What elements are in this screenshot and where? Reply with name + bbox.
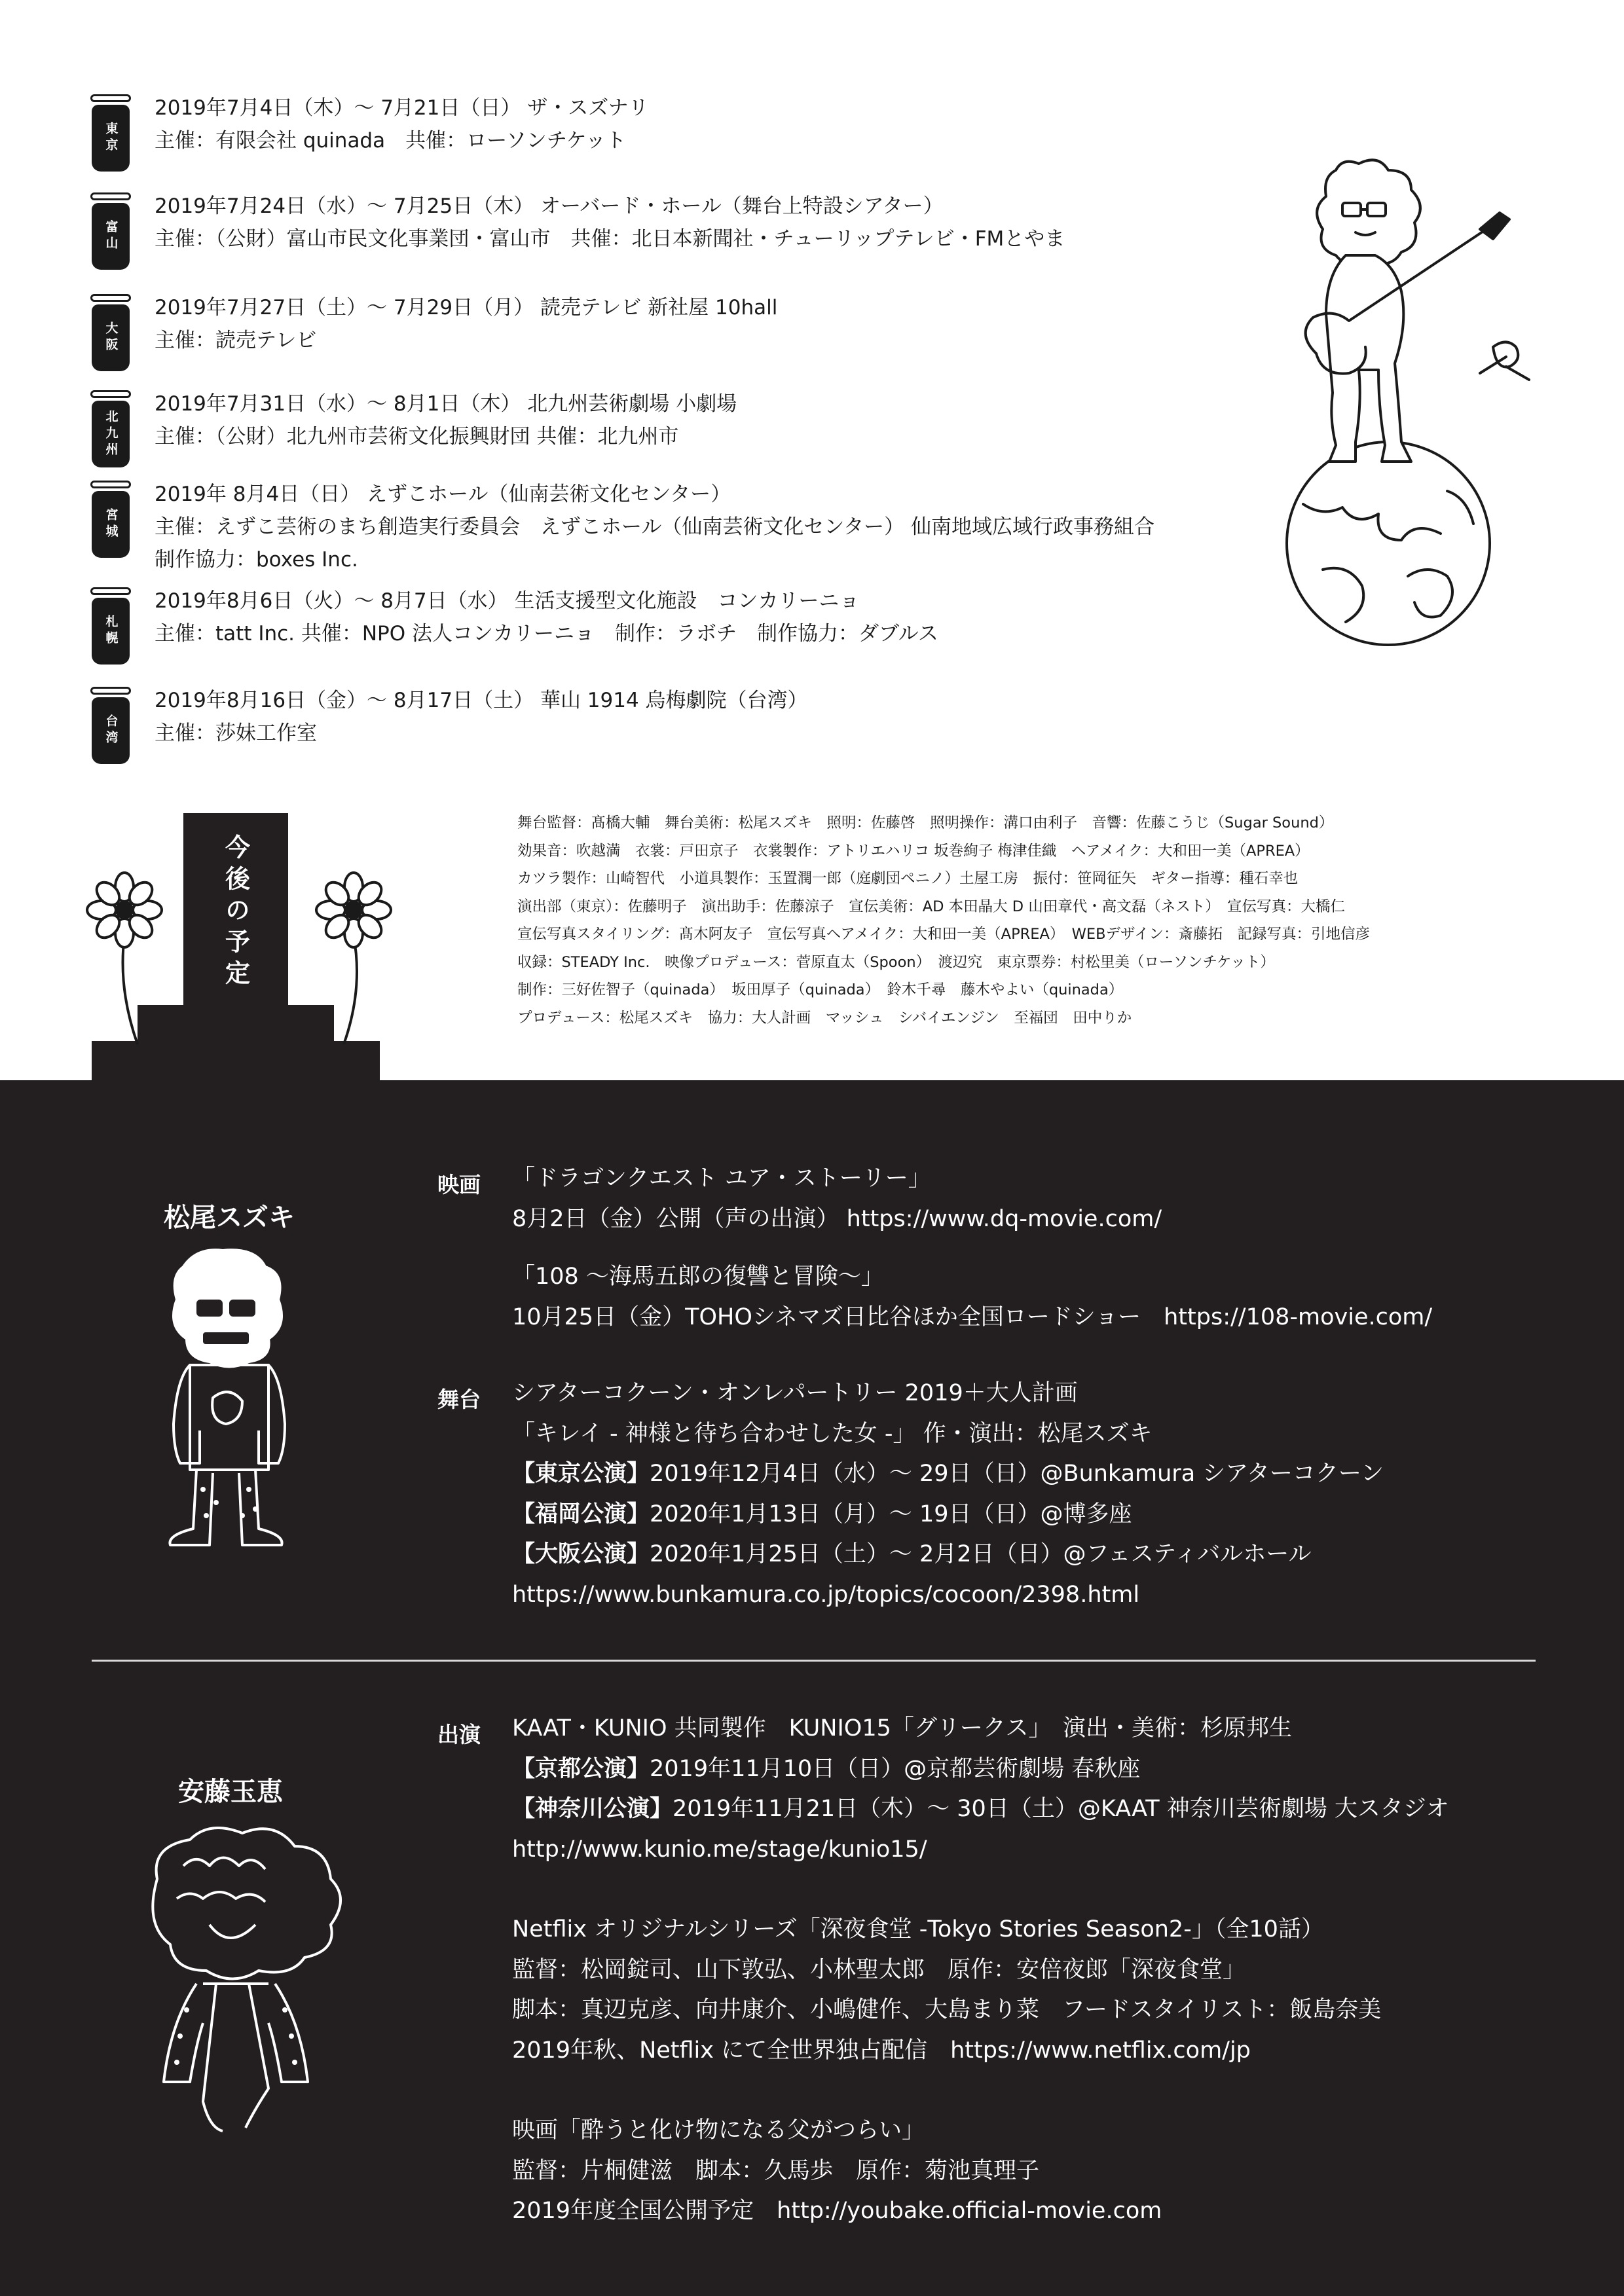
venue-line: 制作協力：boxes Inc. bbox=[155, 548, 358, 572]
venue-city-tag: 富山 bbox=[103, 220, 119, 253]
venue-line: 主催：有限会社 quinada 共催：ローソンチケット bbox=[155, 129, 627, 153]
credit-line: 効果音：吹越満 衣裳：戸田京子 衣裳製作：アトリエハリコ 坂巻絢子 梅津佳織 ヘアメイク：大和田一美（APREA） bbox=[517, 842, 1310, 860]
activity-line: http://www.kunio.me/stage/kunio15/ bbox=[512, 1836, 927, 1863]
flower-left-icon bbox=[79, 871, 170, 1048]
credit-line: 演出部（東京）：佐藤明子 演出助手：佐藤涼子 宣伝美術：AD 本田晶大 D 山田章代・高文磊（ネスト） 宣伝写真：大橋仁 bbox=[517, 898, 1346, 915]
activity-line: 8月2日（金）公開（声の出演） https://www.dq-movie.com/ bbox=[512, 1205, 1162, 1232]
performance-date: 2020年1月13日（月）～ 19日（日）@博多座 bbox=[650, 1501, 1132, 1527]
performance-date: 2020年1月25日（土）～ 2月2日（日）@フェスティバルホール bbox=[650, 1541, 1312, 1567]
activity-line: 監督：松岡錠司、山下敦弘、小林聖太郎 原作：安倍夜郎「深夜食堂」 bbox=[512, 1956, 1246, 1983]
person-name-ando: 安藤玉恵 bbox=[178, 1777, 283, 1807]
guitarist-on-globe-illustration bbox=[1277, 151, 1552, 648]
venue-line: 2019年7月24日（水）～ 7月25日（木） オーバード・ホール（舞台上特設シアター） bbox=[155, 194, 944, 218]
performance-region-label: 【福岡公演】 bbox=[512, 1501, 650, 1527]
venue-line: 2019年8月16日（金）～ 8月17日（土） 華山 1914 烏梅劇院（台湾） bbox=[155, 689, 808, 712]
matsuo-illustration bbox=[157, 1247, 321, 1555]
venue-line: 主催：えずこ芸術のまち創造実行委員会 えずこホール（仙南芸術文化センター） 仙南地域広域行政事務組合 bbox=[155, 515, 1154, 539]
activity-line: 2019年度全国公開予定 http://youbake.official-movie.com bbox=[512, 2198, 1162, 2224]
jar-label-icon bbox=[92, 390, 130, 467]
venue-city-tag: 東京 bbox=[103, 122, 119, 155]
venue-city-tag: 札幌 bbox=[103, 615, 119, 647]
tombstone bbox=[183, 813, 288, 1075]
venue-line: 主催：（公財）富山市民文化事業団・富山市 共催：北日本新聞社・チューリップテレビ・FMとやま bbox=[155, 227, 1065, 251]
activity-lines bbox=[512, 1159, 1432, 1338]
activity-category: 舞台 bbox=[437, 1387, 481, 1412]
activity-line: KAAT・KUNIO 共同製作 KUNIO15「グリークス」 演出・美術：杉原邦生 bbox=[512, 1715, 1293, 1741]
credit-line: プロデュース：松尾スズキ 協力：大人計画 マッシュ シバイエンジン 至福団 田中りか bbox=[517, 1009, 1132, 1027]
activity-line: シアターコクーン・オンレパートリー 2019＋大人計画 bbox=[512, 1380, 1078, 1406]
tombstone-text: 今後の予定 bbox=[221, 834, 250, 991]
performance-date: 2019年11月10日（日）@京都芸術劇場 春秋座 bbox=[650, 1755, 1141, 1782]
venue-city-tag: 宮城 bbox=[103, 508, 119, 541]
flower-right-icon bbox=[308, 871, 399, 1048]
activity-line bbox=[512, 1535, 1384, 1575]
section-divider bbox=[92, 1660, 1536, 1662]
jar-label-icon bbox=[92, 587, 130, 665]
activity-line bbox=[512, 1454, 1384, 1495]
performance-region-label: 【神奈川公演】 bbox=[512, 1796, 673, 1822]
activity-line: https://www.bunkamura.co.jp/topics/cocoon/2398.html bbox=[512, 1581, 1140, 1608]
activity-line: 10月25日（金）TOHOシネマズ日比谷ほか全国ロードショー https://108-movie.com/ bbox=[512, 1303, 1433, 1330]
venue-line: 主催：莎妹工作室 bbox=[155, 721, 317, 745]
activity-line: 2019年秋、Netflix にて全世界独占配信 https://www.netflix.com/jp bbox=[512, 2037, 1251, 2064]
staff-credits bbox=[517, 809, 1370, 1032]
credit-line: 収録：STEADY Inc. 映像プロデュース：菅原直太（Spoon） 渡辺究 東京票券：村松里美（ローソンチケット） bbox=[517, 953, 1275, 971]
performance-date: 2019年12月4日（水）～ 29日（日）@Bunkamura シアターコクーン bbox=[650, 1461, 1384, 1487]
credit-line: 宣伝写真スタイリング：髙木阿友子 宣伝写真ヘアメイク：大和田一美（APREA） WEBデザイン：斎藤拓 記録写真：引地信彦 bbox=[517, 926, 1370, 943]
activity-lines bbox=[512, 1374, 1384, 1615]
top-section bbox=[0, 0, 1624, 1080]
activity-category: 映画 bbox=[437, 1172, 481, 1197]
activity-lines bbox=[512, 1709, 1449, 2232]
activity-line bbox=[512, 1789, 1449, 1830]
venue-line: 2019年 8月4日（日） えずこホール（仙南芸術文化センター） bbox=[155, 483, 731, 506]
jar-label-icon bbox=[92, 294, 130, 371]
activity-line: 「キレイ - 神様と待ち合わせした女 -」 作・演出：松尾スズキ bbox=[512, 1420, 1153, 1447]
performance-region-label: 【東京公演】 bbox=[512, 1461, 650, 1487]
activity-line: 映画「酔うと化け物になる父がつらい」 bbox=[512, 2117, 925, 2143]
venue-line: 2019年7月27日（土）～ 7月29日（月） 読売テレビ 新社屋 10hall bbox=[155, 296, 778, 319]
venue-line: 2019年8月6日（火）～ 8月7日（水） 生活支援型文化施設 コンカリーニョ bbox=[155, 589, 860, 613]
venue-city-tag: 大阪 bbox=[103, 321, 119, 354]
activity-category: 出演 bbox=[437, 1722, 481, 1747]
performance-date: 2019年11月21日（木）～ 30日（土）@KAAT 神奈川芸術劇場 大スタジオ bbox=[673, 1796, 1449, 1822]
credit-line: 舞台監督：髙橋大輔 舞台美術：松尾スズキ 照明：佐藤啓 照明操作：溝口由利子 音響：佐藤こうじ（Sugar Sound） bbox=[517, 814, 1334, 831]
activity-line: 「108 ～海馬五郎の復讐と冒険～」 bbox=[512, 1264, 884, 1290]
person-name-matsuo: 松尾スズキ bbox=[164, 1203, 295, 1233]
jar-label-icon bbox=[92, 687, 130, 764]
activity-line bbox=[512, 1749, 1449, 1790]
credit-line: 制作：三好佐智子（quinada） 坂田厚子（quinada） 鈴木千尋 藤木やよい（quinada） bbox=[517, 981, 1124, 998]
activity-line: 「ドラゴンクエスト ユア・ストーリー」 bbox=[512, 1165, 931, 1192]
venue-line: 2019年7月4日（木）～ 7月21日（日） ザ・スズナリ bbox=[155, 96, 649, 120]
jar-label-icon bbox=[92, 481, 130, 558]
performance-region-label: 【京都公演】 bbox=[512, 1755, 650, 1782]
jar-label-icon bbox=[92, 192, 130, 270]
activity-line: Netflix オリジナルシリーズ「深夜食堂 -Tokyo Stories Season2-」（全10話） bbox=[512, 1916, 1324, 1942]
venue-line: 主催：読売テレビ bbox=[155, 329, 317, 352]
venue-line: 2019年7月31日（水）～ 8月1日（木） 北九州芸術劇場 小劇場 bbox=[155, 392, 737, 416]
activity-line bbox=[512, 1495, 1384, 1535]
performance-region-label: 【大阪公演】 bbox=[512, 1541, 650, 1567]
venue-line: 主催：tatt Inc. 共催：NPO 法人コンカリーニョ 制作：ラボチ 制作協力：ダブルス bbox=[155, 622, 938, 646]
venue-city-tag: 台湾 bbox=[103, 714, 119, 747]
venue-city-tag: 北九州 bbox=[103, 409, 119, 459]
activity-line: 監督：片桐健滋 脚本：久馬歩 原作：菊池真理子 bbox=[512, 2157, 1040, 2184]
jar-label-icon bbox=[92, 94, 130, 172]
activity-line: 脚本：真辺克彦、向井康介、小嶋健作、大島まり菜 フードスタイリスト：飯島奈美 bbox=[512, 1997, 1382, 2023]
credit-line: カツラ製作：山崎智代 小道具製作：玉置潤一郎（庭劇団ペニノ）土屋工房 振付：笹岡征矢 ギター指導：種石幸也 bbox=[517, 870, 1299, 887]
ando-illustration bbox=[118, 1827, 380, 2154]
venue-line: 主催：（公財）北九州市芸術文化振興財団 共催：北九州市 bbox=[155, 425, 679, 448]
